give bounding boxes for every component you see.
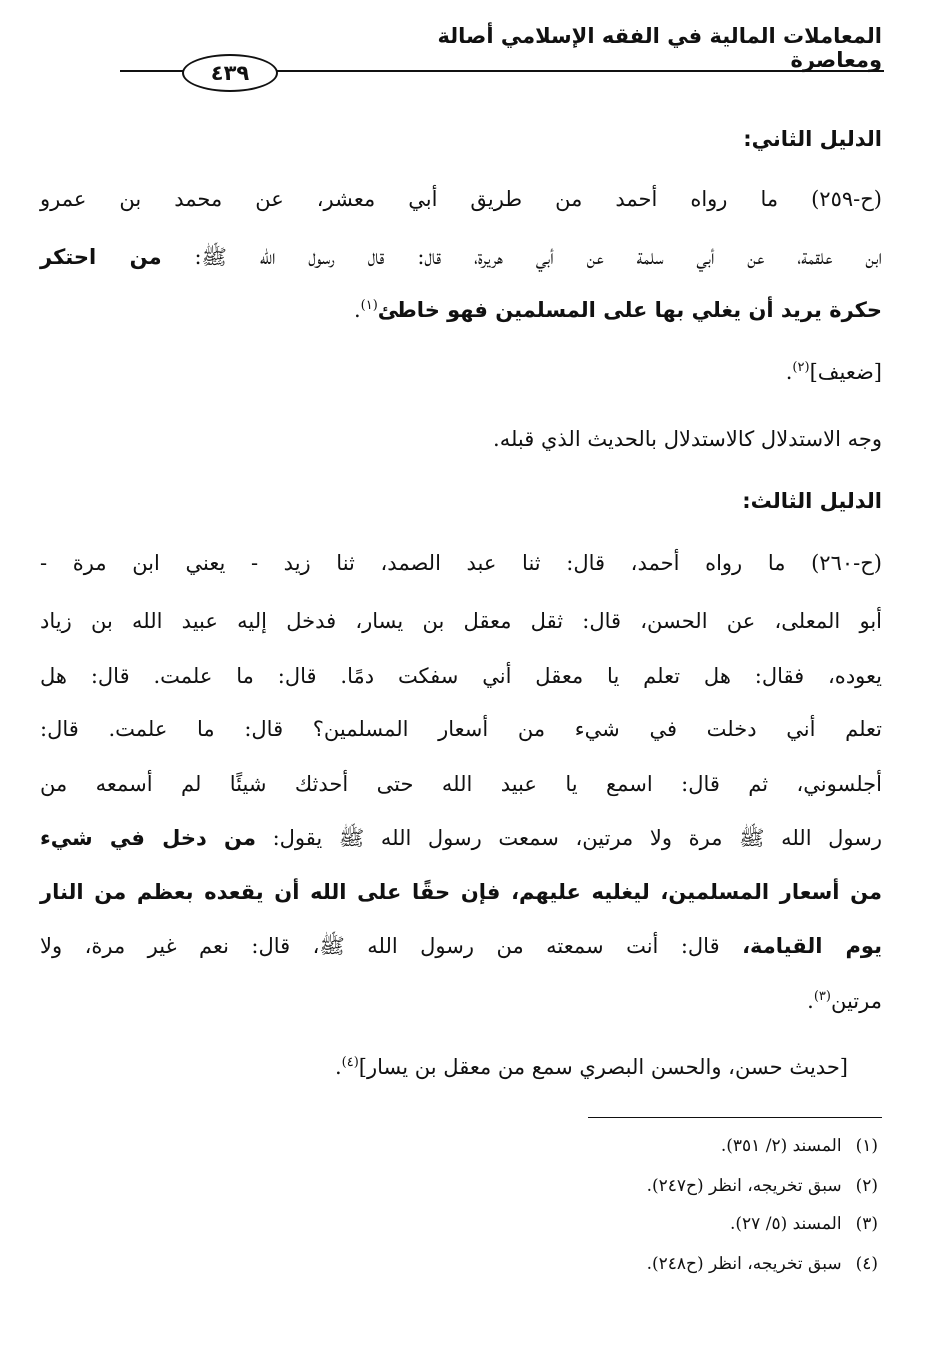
- hadith-260-line-2: أبو المعلى، عن الحسن، قال: ثقل معقل بن يسار، فدخل إليه عبيد الله بن زياد: [40, 609, 882, 633]
- hadith-260-narration: رسول الله ﷺ مرة ولا مرتين، سمعت رسول الله ﷺ يقول:: [272, 826, 882, 850]
- footnote-number: (١): [855, 1136, 878, 1156]
- hadith-260-line-6: [40, 826, 882, 851]
- footnote-ref-1: (١): [360, 298, 378, 313]
- footnote-4: [647, 1254, 878, 1274]
- hadith-260-line-9: مرتين$^{(٣)}$.: [807, 989, 882, 1013]
- grading-weak: [ضعيف]$^{(٢)}$.: [785, 360, 882, 384]
- hadith-259-isnad-end: ابن علقمة، عن أبي سلمة عن أبي هريرة، قال: قال رسول الله ﷺ:: [194, 245, 882, 269]
- footnote-ref-4: (٤): [341, 1055, 359, 1070]
- hadith-260-line-3: يعوده، فقال: هل تعلم يا معقل أني سفكت دمًا. قال: ما علمت. قال: هل: [40, 664, 882, 688]
- hadith-260-closing-end: مرتين: [830, 989, 882, 1013]
- hadith-260-closing: قال: أنت سمعته من رسول الله ﷺ، قال: نعم غير مرة، ولا: [40, 934, 720, 958]
- footnote-number: (٢): [855, 1176, 878, 1196]
- hadith-259-matn-start: من احتكر: [40, 245, 162, 269]
- footnote-text: سبق تخريجه، انظر (ح٢٤٧).: [646, 1176, 842, 1196]
- footnote-3: [730, 1214, 878, 1234]
- hadith-260-line-4: تعلم أني دخلت في شيء من أسعار المسلمين؟ قال: ما علمت. قال:: [40, 717, 882, 741]
- hadith-260-line-5: أجلسوني، ثم قال: اسمع يا عبيد الله حتى أحدثك شيئًا لم أسمعه من: [40, 772, 882, 796]
- hadith-260-matn-end: يوم القيامة،: [742, 934, 882, 958]
- footnote-separator: [588, 1117, 882, 1118]
- heading-second-evidence: الدليل الثاني:: [743, 127, 882, 151]
- footnote-2: [647, 1176, 878, 1196]
- hadith-260-line-1: (ح-٢٦٠) ما رواه أحمد، قال: ثنا عبد الصمد، ثنا زيد - يعني ابن مرة -: [40, 551, 882, 575]
- footnote-ref-3: (٣): [813, 989, 831, 1004]
- inference-note: وجه الاستدلال كالاستدلال بالحديث الذي قبله.: [493, 427, 882, 451]
- footnote-text: سبق تخريجه، انظر (ح٢٤٨).: [646, 1254, 842, 1274]
- heading-third-evidence: الدليل الثالث:: [742, 489, 882, 513]
- page-number-oval: ٤٣٩: [182, 54, 278, 92]
- footnote-number: (٤): [855, 1254, 878, 1274]
- footnote-text: المسند (٥/ ٢٧).: [729, 1214, 842, 1234]
- footnote-number: (٣): [855, 1214, 878, 1234]
- hadith-260-matn-start: من دخل في شيء: [40, 826, 256, 850]
- running-header-title: المعاملات المالية في الفقه الإسلامي أصالة ومعاصرة: [437, 24, 882, 72]
- hadith-259-line-1: (ح-٢٥٩) ما رواه أحمد من طريق أبي معشر، عن محمد بن عمرو: [40, 187, 882, 211]
- grading-weak-text: [ضعيف]: [809, 360, 882, 384]
- hadith-260-line-8: [40, 934, 882, 959]
- grading-hasan-text: [حديث حسن، والحسن البصري سمع من معقل بن يسار]: [358, 1055, 848, 1079]
- footnote-1: [721, 1136, 878, 1156]
- footnote-ref-2: (٢): [792, 360, 810, 375]
- grading-hasan: [حديث حسن، والحسن البصري سمع من معقل بن يسار]$^{(٤)}$.: [334, 1055, 848, 1079]
- footnote-text: المسند (٢/ ٣٥١).: [720, 1136, 842, 1156]
- hadith-259-line-2: [40, 245, 882, 270]
- hadith-259-line-3: حكرة يريد أن يغلي بها على المسلمين فهو خاطئ$^{(١)}$.: [353, 298, 882, 322]
- hadith-259-matn: حكرة يريد أن يغلي بها على المسلمين فهو خاطئ: [377, 298, 882, 322]
- hadith-260-line-7: من أسعار المسلمين، ليغليه عليهم، فإن حقًا على الله أن يقعده بعظم من النار: [40, 880, 882, 904]
